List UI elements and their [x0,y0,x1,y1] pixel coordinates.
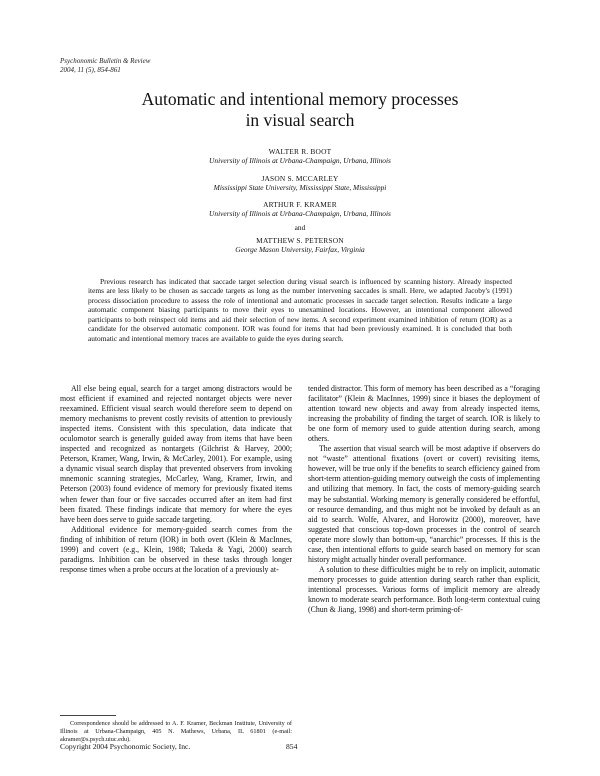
abstract: Previous research has indicated that saccade target selection during visual search is influenced by scanning history. Already inspected items are less likely to be chosen as saccade targets as long as the number intervening saccades is small. Here, we adapted Jacoby's (1991) process dissociation procedure to assess the role of intentional and automatic processes in saccade target selection. Results indicate a large automatic component biasing participants to move their eyes to unexamined locations. However, an intentional component allowed participants to both reinspect old items and aid their selection of new items. A second experiment examined inhibition of return (IOR) as a candidate for the observed automatic component. IOR was found for items that had been previously examined. It is concluded that both automatic and intentional memory traces are available to guide the eyes during search. [88,277,512,343]
footnote-rule [60,715,116,716]
journal-name: Psychonomic Bulletin & Review [60,57,151,65]
author-affiliation: George Mason University, Fairfax, Virginia [235,245,365,255]
author-block [60,147,540,255]
title-line-1: Automatic and intentional memory processes [141,89,459,109]
author-name: MATTHEW S. PETERSON [256,236,344,246]
author-name: JASON S. MCCARLEY [261,173,339,183]
journal-citation: 2004, 11 (5), 854-861 [60,66,121,74]
title-line-2: in visual search [245,110,355,130]
body-paragraph: A solution to these difficulties might be to rely on implicit, automatic memory processes to guide attention during search rather than explicit, intentional processes. Various forms of implicit memory are already known to moderate search performance. Both long-term contextual cuing (Chun & Jiang, 1998) and short-term priming-of- [308,564,540,615]
body-column-right [308,384,540,615]
author-affiliation: Mississippi State University, Mississippi State, Mississippi [213,182,387,192]
correspondence-footnote: Correspondence should be addressed to A. F. Kramer, Beckman Institute, University of Illinois at Urbana-Champaign, 405 N. Mathews, Urbana, IL 61801 (e-mail: akramer@s.psych.uiuc.edu). [60,720,292,743]
body-column-left [60,384,292,575]
author-affiliation: University of Illinois at Urbana-Champaign, Urbana, Illinois [209,209,391,219]
author-name: ARTHUR F. KRAMER [263,200,337,210]
author-conjunction: and [294,222,306,232]
author-affiliation: University of Illinois at Urbana-Champaign, Urbana, Illinois [209,156,391,166]
body-paragraph: tended distractor. This form of memory has been described as a “foraging facilitator” (Klein & MacInnes, 1999) since it biases the deployment of attention toward new objects and away from already inspected items, increasing the probability of finding the target of search. IOR is likely to be one form of memory used to guide attention during search, among others. [308,384,540,444]
author-name: WALTER R. BOOT [268,147,332,156]
journal-header [60,57,150,75]
page-number: 854 [286,742,298,751]
body-paragraph: All else being equal, search for a target among distractors would be most efficient if examined and rejected nontarget objects were never reexamined. Efficient visual search would therefore seem to depend on memory mechanisms to prevent costly revisits of attention to previously inspected items. Consistent with this speculation, data indicate that oculomotor search is generally guided away from items that have been inspected and recognized as nontargets (Gilchrist & Harvey, 2000; Peterson, Kramer, Wang, Irwin, & McCarley, 2001). For example, using a dynamic visual search display that prevented observers from invoking mnemonic scanning strategies, McCarley, Wang, Kramer, Irwin, and Peterson (2003) found evidence of memory for previously fixated items when fewer than four or five saccades occurred after an item had first been fixated. These findings indicate that memory for where the eyes have been does serve to guide saccade targeting. [60,384,292,524]
paper-title [60,89,540,131]
copyright-notice: Copyright 2004 Psychonomic Society, Inc. [60,742,191,751]
body-paragraph: Additional evidence for memory-guided search comes from the finding of inhibition of return (IOR) in both overt (Klein & MacInnes, 1999) and covert (e.g., Klein, 1988; Takeda & Yagi, 2000) search paradigms. Inhibition can be observed in these tasks through longer response times when a probe occurs at the location of a previously at- [60,524,292,574]
body-paragraph: The assertion that visual search will be most adaptive if observers do not “waste” attentional fixations (overt or covert) revisiting items, however, will be true only if the benefits to search efficiency gained from short-term attention-guiding memory outweigh the costs of implementing and utilizing that memory. In fact, the costs of memory-guiding search may be substantial. Working memory is generally considered be effortful, or resource demanding, and thus might not be invoked by default as an aid to search. Wolfe, Alvarez, and Horowitz (2000), moreover, have suggested that conscious top-down processes in the control of search operate more slowly than bottom-up, “anarchic” processes. If this is the case, then intentional efforts to guide search based on memory for scan history might actually hinder overall performance. [308,444,540,564]
